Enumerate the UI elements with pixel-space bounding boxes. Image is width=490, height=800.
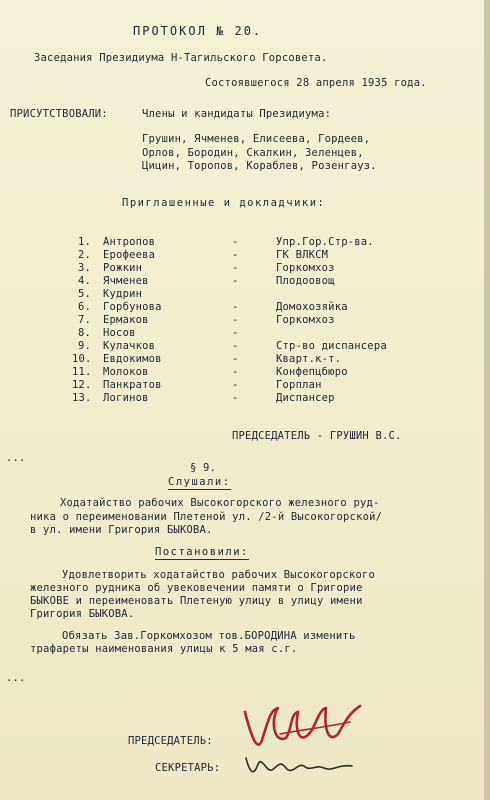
list-item-num: 4. (78, 275, 92, 287)
list-item-dash: - (232, 236, 239, 248)
heard-line-3: в ул. имени Григория БЫКОВА. (30, 524, 213, 536)
list-item-dash: - (232, 353, 239, 365)
list-item-dash: - (232, 262, 239, 274)
list-item-role: Горплан (276, 379, 322, 391)
heard-label: Слушали: (168, 476, 231, 488)
decided-line-3: БЫКОВЕ и переименовать Плетеную улицу в улицу имени (30, 595, 363, 607)
section-number: § 9. (190, 462, 217, 474)
chair-line: ПРЕДСЕДАТЕЛЬ - ГРУШИН В.С. (232, 430, 402, 442)
list-item-role: Диспансер (276, 392, 335, 404)
list-item-dash: - (232, 392, 239, 404)
list-item-role: Конфепцбюро (276, 366, 348, 378)
present-intro: Члены и кандидаты Президиума: (142, 108, 332, 120)
ellipsis-top: ... (6, 452, 26, 464)
list-item-name: Антропов (103, 236, 156, 248)
chair-signature-label: ПРЕДСЕДАТЕЛЬ: (128, 735, 213, 747)
decided-line-2: железного рудника об увековечении памяти о Григорие (30, 582, 363, 594)
present-line-2: Орлов, Бородин, Скалкин, Зеленцев, (142, 147, 364, 159)
list-item-dash: - (232, 379, 239, 391)
page-edge (484, 0, 490, 800)
list-item-role: Горкомхоз (276, 262, 335, 274)
oblige-line-1: Обязать Зав.Горкомхозом тов.БОРОДИНА изменить (62, 630, 356, 642)
list-item-name: Евдокимов (103, 353, 162, 365)
list-item-name: Носов (103, 327, 136, 339)
list-item-name: Рожкин (103, 262, 143, 274)
list-item-name: Кулачков (103, 340, 156, 352)
list-item-role: Плодоовощ (276, 275, 335, 287)
present-label: ПРИСУТСТВОВАЛИ: (10, 108, 108, 120)
heard-line-1: Ходатайство рабочих Высокогорского железного руд- (60, 497, 380, 509)
secretary-signature-label: СЕКРЕТАРЬ: (155, 762, 221, 774)
list-item-num: 8. (78, 327, 92, 339)
date-line: Состоявшегося 28 апреля 1935 года. (205, 77, 427, 89)
list-item-num: 13. (72, 392, 92, 404)
list-item-name: Ермаков (103, 314, 149, 326)
decided-line-1: Удовлетворить ходатайство рабочих Высокогорского (62, 569, 376, 581)
list-item-dash: - (232, 314, 239, 326)
list-item-dash: - (232, 340, 239, 352)
ellipsis-bottom: ... (6, 672, 26, 684)
decided-line-4: Григория БЫКОВА. (30, 608, 135, 620)
list-item-name: Молоков (103, 366, 149, 378)
list-item-num: 10. (72, 353, 92, 365)
list-item-role: Кварт.к-т. (276, 353, 342, 365)
decided-label: Постановили: (155, 546, 249, 558)
list-item-num: 12. (72, 379, 92, 391)
list-item-role: Упр.Гор.Стр-ва. (276, 236, 374, 248)
document-title: ПРОТОКОЛ № 20. (133, 24, 263, 38)
list-item-role: ГК ВЛКСМ (276, 249, 329, 261)
oblige-line-2: трафареты наименования улицы к 5 мая с.г. (30, 643, 298, 655)
list-item-name: Панкратов (103, 379, 162, 391)
list-item-dash: - (232, 275, 239, 287)
list-item-dash: - (232, 327, 239, 339)
list-item-num: 5. (78, 288, 92, 300)
heard-line-2: ника о переименовании Плетеной ул. /2-й Высокогорской/ (30, 511, 383, 523)
list-item-name: Логинов (103, 392, 149, 404)
list-item-role: Домохозяйка (276, 301, 348, 313)
list-item-name: Кудрин (103, 288, 143, 300)
invited-heading: Приглашенные и докладчики: (122, 197, 326, 209)
list-item-role: Стр-во диспансера (276, 340, 387, 352)
secretary-signature (240, 752, 360, 782)
list-item-num: 11. (72, 366, 92, 378)
list-item-num: 6. (78, 301, 92, 313)
list-item-dash: - (232, 301, 239, 313)
present-line-1: Грушин, Ячменев, Елисеева, Гордеев, (142, 133, 371, 145)
list-item-dash: - (232, 249, 239, 261)
list-item-num: 3. (78, 262, 92, 274)
chair-signature (240, 700, 370, 760)
list-item-role: Горкомхоз (276, 314, 335, 326)
list-item-num: 7. (78, 314, 92, 326)
list-item-num: 9. (78, 340, 92, 352)
present-line-3: Цицин, Торопов, Кораблев, Розенгауз. (142, 160, 377, 172)
list-item-name: Горбунова (103, 301, 162, 313)
list-item-num: 2. (78, 249, 92, 261)
list-item-name: Ячменев (103, 275, 149, 287)
list-item-dash: - (232, 366, 239, 378)
list-item-name: Ерофеева (103, 249, 156, 261)
list-item-num: 1. (78, 236, 92, 248)
document-subtitle: Заседания Президиума Н-Тагильского Горсовета. (34, 52, 328, 64)
